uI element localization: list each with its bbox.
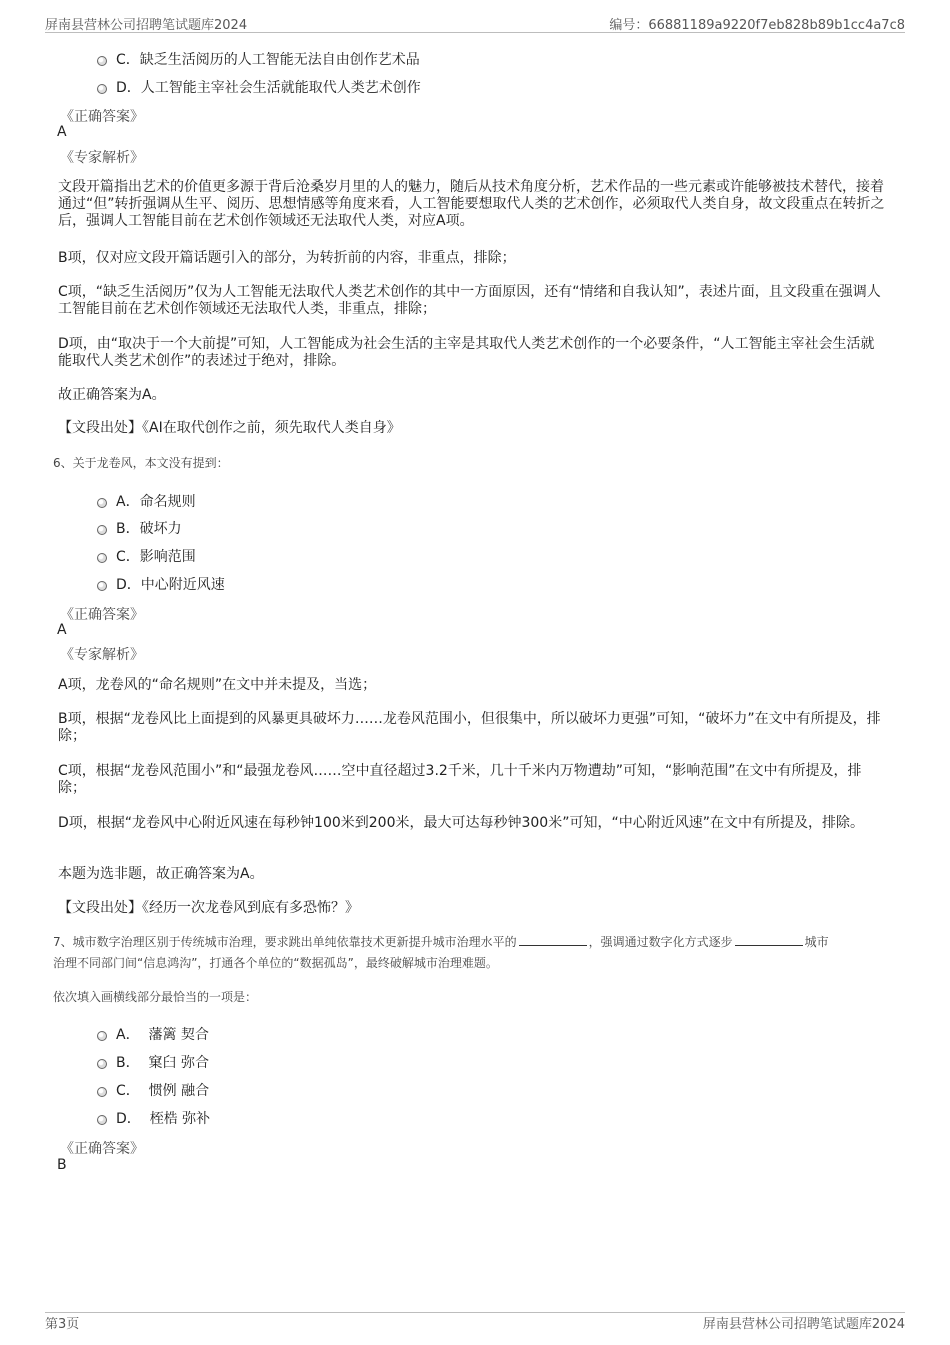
radio-icon[interactable] <box>97 581 107 591</box>
option-text: 中心附近风速 <box>140 577 225 593</box>
q5-answer-label: 《正确答案》 <box>60 109 144 125</box>
option-text: 命名规则 <box>139 494 196 510</box>
option-text: 惯例 融合 <box>148 1083 210 1099</box>
option-key: C． <box>116 549 140 565</box>
radio-icon[interactable] <box>97 1059 107 1069</box>
q5-analysis-main: 文段开篇指出艺术的价值更多源于背后沧桑岁月里的人的魅力，随后从技术角度分析，艺术作品的一些元素或许能够被技术替代，接着通过“但”转折强调从生平、阅历、思想情感等角度来看，人工智能要想取代人类的艺术创作，必须取代人类自身，故文段重点在转折之后，强调人工智能目前在艺术创作领域还无法取代人类，对应A项。 <box>58 179 885 229</box>
q7-answer: B <box>57 1157 67 1173</box>
q7-blank-1 <box>519 933 587 946</box>
q6-conclusion: 本题为选非题，故正确答案为A。 <box>58 866 264 882</box>
q6-option-b[interactable] <box>97 518 182 538</box>
q7-blank-2 <box>735 933 803 946</box>
q5-analysis-label: 《专家解析》 <box>60 150 144 166</box>
option-text: 藩篱 契合 <box>148 1027 209 1043</box>
footer-title: 屏南县营林公司招聘笔试题库2024 <box>702 1317 905 1332</box>
option-key: B． <box>116 1055 140 1071</box>
option-text: 影响范围 <box>139 549 196 565</box>
q6-source: 【文段出处】《经历一次龙卷风到底有多恐怖？》 <box>58 900 359 916</box>
radio-icon[interactable] <box>97 1031 107 1041</box>
q6-analysis-label: 《专家解析》 <box>60 647 144 663</box>
radio-icon[interactable] <box>97 84 107 94</box>
q5-option-c[interactable] <box>97 49 420 69</box>
q7-stem-part1: 7、城市数字治理区别于传统城市治理，要求跳出单纯依靠技术更新提升城市治理水平的 <box>53 935 517 949</box>
q5-analysis-d: D项，由“取决于一个大前提”可知，人工智能成为社会生活的主宰是其取代人类艺术创作的一个必要条件，“人工智能主宰社会生活就能取代人类艺术创作”的表述过于绝对，排除。 <box>58 336 875 369</box>
q6-option-a[interactable] <box>97 491 196 511</box>
q6-analysis-b: B项，根据“龙卷风比上面提到的风暴更具破坏力……龙卷风范围小，但很集中，所以破坏力更强”可知，“破坏力”在文中有所提及，排除； <box>58 711 881 744</box>
q5-option-d[interactable] <box>97 77 421 97</box>
q6-answer-label: 《正确答案》 <box>60 607 144 623</box>
q7-option-d[interactable] <box>97 1108 210 1128</box>
q5-answer: A <box>57 124 67 140</box>
q6-answer: A <box>57 622 67 638</box>
q5-analysis-c: C项，“缺乏生活阅历”仅为人工智能无法取代人类艺术创作的其中一方面原因，还有“情绪和自我认知”，表述片面，且文段重在强调人工智能目前在艺术创作领域还无法取代人类，非重点，排除； <box>58 284 881 317</box>
q5-conclusion: 故正确答案为A。 <box>58 387 166 403</box>
option-text: 破坏力 <box>139 521 182 537</box>
header-title: 屏南县营林公司招聘笔试题库2024 <box>45 18 248 33</box>
option-key: C． <box>116 1083 140 1099</box>
q7-answer-label: 《正确答案》 <box>60 1141 144 1157</box>
q6-analysis-d: D项，根据“龙卷风中心附近风速在每秒钟100米到200米，最大可达每秒钟300米”可知，“中心附近风速”在文中有所提及，排除。 <box>58 815 864 831</box>
option-text: 窠臼 弥合 <box>148 1055 209 1071</box>
option-key: D． <box>116 1111 141 1127</box>
option-key: C． <box>116 52 140 68</box>
radio-icon[interactable] <box>97 525 107 535</box>
q7-stem-part2: ，强调通过数字化方式逐步 <box>588 935 733 949</box>
radio-icon[interactable] <box>97 1087 107 1097</box>
q6-option-c[interactable] <box>97 546 196 566</box>
q6-analysis-c: C项，根据“龙卷风范围小”和“最强龙卷风……空中直径超过3.2千米，几十千米内万物遭劫”可知，“影响范围”在文中有所提及，排除； <box>58 763 862 796</box>
q5-source: 【文段出处】《AI在取代创作之前，须先取代人类自身》 <box>58 420 401 436</box>
radio-icon[interactable] <box>97 56 107 66</box>
q6-option-d[interactable] <box>97 574 225 594</box>
q7-stem-line2: 治理不同部门间“信息鸿沟”，打通各个单位的“数据孤岛”，最终破解城市治理难题。 <box>53 956 498 970</box>
q7-option-c[interactable] <box>97 1080 209 1100</box>
option-key: A． <box>116 1027 140 1043</box>
q7-stem <box>53 932 903 974</box>
option-text: 人工智能主宰社会生活就能取代人类艺术创作 <box>140 80 421 96</box>
q6-analysis-a: A项，龙卷风的“命名规则”在文中并未提及，当选； <box>58 677 377 693</box>
q5-analysis-b: B项，仅对应文段开篇话题引入的部分，为转折前的内容，非重点，排除； <box>58 250 516 266</box>
radio-icon[interactable] <box>97 553 107 563</box>
q7-option-b[interactable] <box>97 1052 209 1072</box>
q7-option-a[interactable] <box>97 1024 209 1044</box>
option-key: B． <box>116 521 140 537</box>
option-key: A． <box>116 494 140 510</box>
radio-icon[interactable] <box>97 498 107 508</box>
option-text: 缺乏生活阅历的人工智能无法自由创作艺术品 <box>139 52 420 68</box>
q7-stem-part3: 城市 <box>804 935 829 949</box>
radio-icon[interactable] <box>97 1115 107 1125</box>
header-divider <box>45 32 905 33</box>
option-key: D． <box>116 80 141 96</box>
q6-stem: 6、关于龙卷风，本文没有提到： <box>53 456 229 470</box>
header-doc-id: 编号：66881189a9220f7eb828b89b1cc4a7c8 <box>609 18 905 33</box>
q7-prompt: 依次填入画横线部分最恰当的一项是： <box>53 990 258 1004</box>
option-key: D． <box>116 577 141 593</box>
option-text: 桎梏 弥补 <box>149 1111 211 1127</box>
page-number: 第3页 <box>45 1317 80 1332</box>
